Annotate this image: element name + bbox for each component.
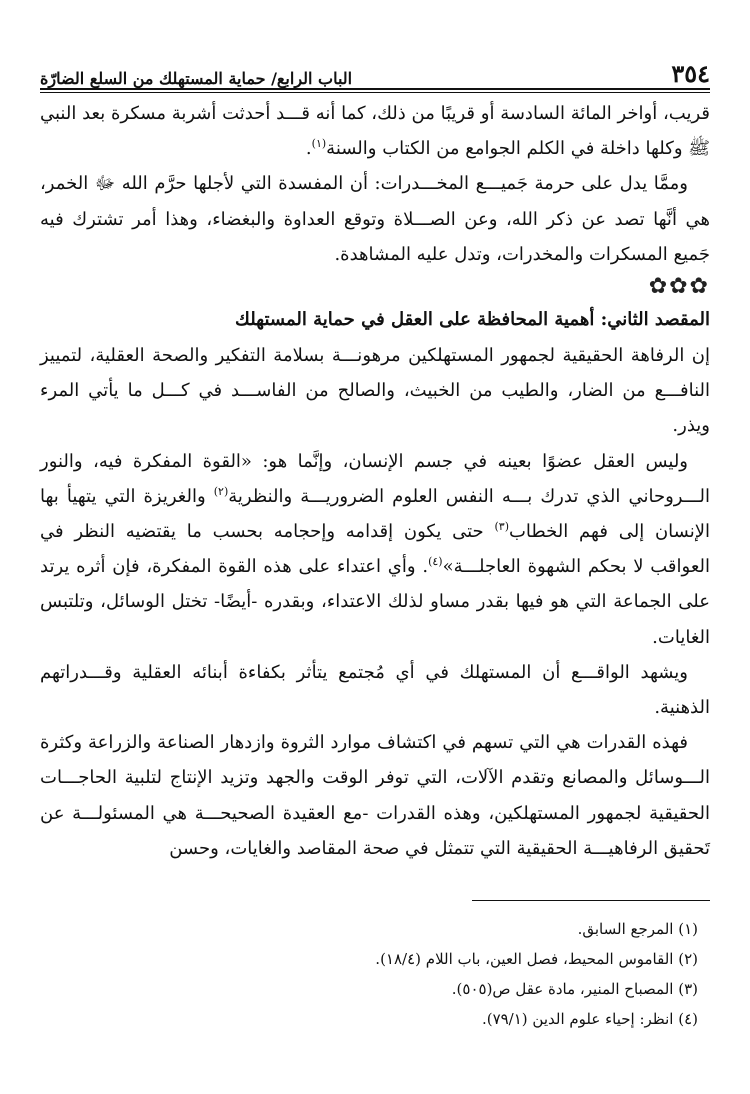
footnote-ref-3: (٣) xyxy=(494,520,509,534)
section-heading: المقصد الثاني: أهمية المحافظة على العقل في حماية المستهلك xyxy=(235,309,710,331)
page-number: ٣٥٤ xyxy=(671,59,710,88)
footnote-2: (٢) القاموس المحيط، فصل العين، باب اللام (١٨/٤). xyxy=(375,950,698,968)
paragraph-4: وليس العقل عضوًا بعينه في جسم الإنسان، وإنَّما هو: «القوة المفكرة فيه، والنور الـــروحاني الذي تدرك بـــه النفس العلوم الضروريـــة والنظرية$^{(٢)}$ والغريزة التي يتهيأ بها الإنسان إلى فهم الخطاب$^{(٣)}$ حتى يكون إقدامه وإحجامه بحسب ما يقتضيه النظر في العواقب لا بحكم الشهوة العاجلـــة»$^{(٤)}$. وأي اعتداء على هذه القوة المفكرة، فإن أثره يرتد على الجماعة التي هو فيها بقدر مساو لذلك الاعتداء، وبقدره -أيضًا- تختل الوسائل، وتلتبس الغايات. xyxy=(40,450,710,648)
section-ornament: ✿✿✿ xyxy=(648,274,710,300)
footnote-ref-2: (٢) xyxy=(213,484,229,498)
header-rule xyxy=(40,88,710,93)
body-text xyxy=(40,96,710,866)
footnote-ref-1: (١) xyxy=(311,137,327,151)
page-header xyxy=(40,58,710,88)
footnote-1: (١) المرجع السابق. xyxy=(577,920,698,938)
running-title: الباب الرابع/ حماية المستهلك من السلع الضارّة xyxy=(40,69,353,88)
paragraph-5: ويشهد الواقـــع أن المستهلك في أي مُجتمع يتأثر بكفاءة أبنائه العقلية وقـــدراتهم الذهنية. xyxy=(40,661,710,719)
footnote-separator xyxy=(472,900,710,901)
paragraph-6: فهذه القدرات هي التي تسهم في اكتشاف موارد الثروة وازدهار الصناعة والزراعة وكثرة الـــوسائل والمصانع وتقدم الآلات، التي توفر الوقت والجهد وتزيد الإنتاج لتلبية الحاجـــات الحقيقية لجمهور المستهلكين، وهذه القدرات -مع العقيدة الصحيحـــة هي المسئولـــة عن تَحقيق الرفاهيـــة الحقيقية التي تتمثل في صحة المقاصد والغايات، وحسن xyxy=(40,732,710,859)
footnote-4: (٤) انظر: إحياء علوم الدين (٧٩/١). xyxy=(481,1010,698,1028)
paragraph-3: إن الرفاهة الحقيقية لجمهور المستهلكين مرهونـــة بسلامة التفكير والصحة العقلية، لتمييز النافـــع من الضار، والطيب من الخبيث، والصالح من الفاســـد في كـــل ما يأتي المرء ويذر. xyxy=(40,345,710,437)
footnote-3: (٣) المصباح المنير، مادة عقل ص(٥٠٥). xyxy=(451,980,698,998)
footnotes xyxy=(40,914,710,1034)
paragraph-2: وممَّا يدل على حرمة جَميـــع المخـــدرات: أن المفسدة التي لأجلها حرَّم الله ﷻ الخمر، هي أنَّها تصد عن ذكر الله، وعن الصـــلاة وتوقع العداوة والبغضاء، وهذا أمر تشترك فيه جَميع المسكرات والمخدرات، وتدل عليه المشاهدة. xyxy=(40,173,710,265)
footnote-ref-4: (٤) xyxy=(428,555,443,569)
paragraph-1: قريب، أواخر المائة السادسة أو قريبًا من ذلك، كما أنه قـــد أحدثت أشربة مسكرة بعد النبي ﷺ وكلها داخلة في الكلم الجوامع من الكتاب والسنة$^{(١)}$. xyxy=(40,103,710,160)
